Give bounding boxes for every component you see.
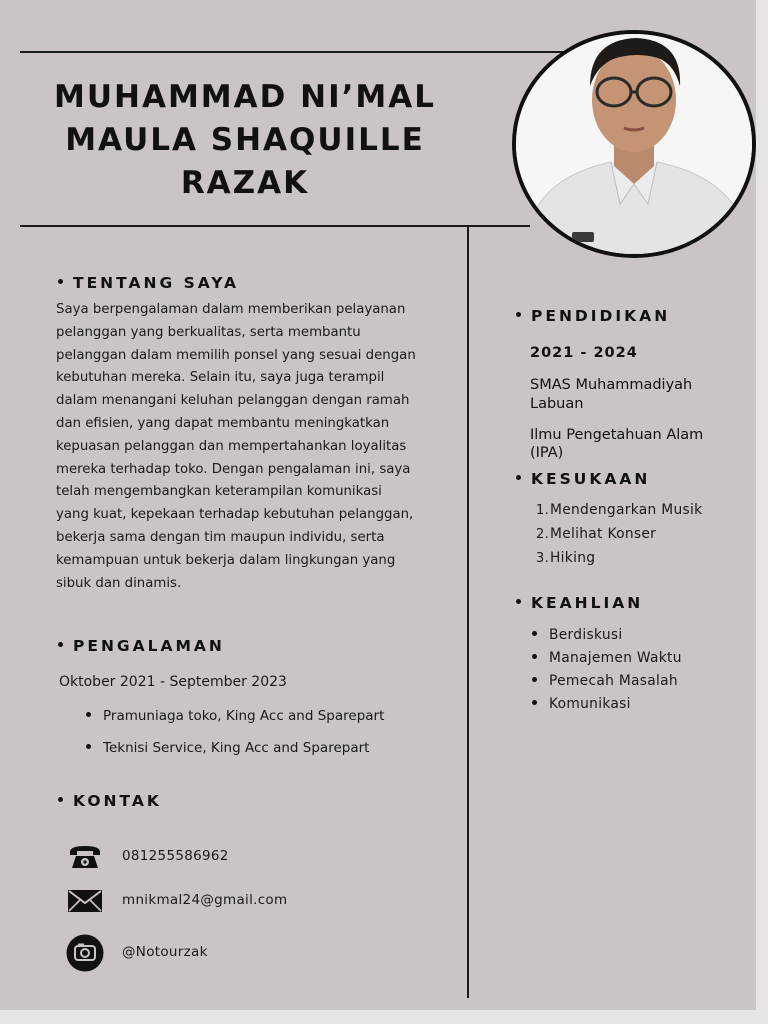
header-bottom-rule xyxy=(20,225,530,227)
section-bullet-icon xyxy=(516,312,521,317)
contact-phone-row xyxy=(66,838,366,878)
about-line: pelanggan yang berkualitas, serta membantu xyxy=(56,324,361,340)
about-line: Saya berpengalaman dalam memberikan pelayanan xyxy=(56,302,406,317)
experience-item-text: Pramuniaga toko, King Acc and Sparepart xyxy=(103,708,385,724)
about-title-text: TENTANG SAYA xyxy=(73,274,240,292)
about-line: sibuk dan dinamis. xyxy=(56,575,182,591)
bullet-icon xyxy=(532,677,537,682)
about-title xyxy=(58,274,239,292)
name-line-1: MUHAMMAD NI’MAL xyxy=(53,79,437,115)
about-line: kepuasan pelanggan dan mempertahankan loyalitas xyxy=(56,438,407,454)
name-line-2: MAULA SHAQUILLE xyxy=(65,122,425,158)
experience-title-text: PENGALAMAN xyxy=(73,637,225,655)
skill-item xyxy=(532,650,682,666)
instagram-handle[interactable]: @Notourzak xyxy=(122,944,208,960)
contact-title xyxy=(58,792,162,810)
experience-period: Oktober 2021 - September 2023 xyxy=(59,674,287,690)
hobby-item xyxy=(536,526,656,542)
about-line: pelanggan dalam memilih ponsel yang sesuai dengan xyxy=(56,347,416,363)
bullet-icon xyxy=(532,631,537,636)
skill-text: Komunikasi xyxy=(549,696,631,712)
major-line: (IPA) xyxy=(530,445,564,461)
name-line-3: RAZAK xyxy=(180,165,310,201)
about-line: bekerja sama dengan tim maupun individu, serta xyxy=(56,529,385,545)
bullet-icon xyxy=(86,744,91,749)
about-paragraph xyxy=(56,299,456,595)
candidate-name xyxy=(30,76,460,205)
about-line: yang kuat, kepekaan terhadap kebutuhan pelanggan, xyxy=(56,507,414,523)
skill-text: Pemecah Masalah xyxy=(549,673,678,689)
school-name-line: SMAS Muhammadiyah xyxy=(530,377,693,393)
hobby-text: Hiking xyxy=(550,550,596,566)
hobby-text: Melihat Konser xyxy=(550,526,657,542)
mail-icon xyxy=(66,882,104,920)
hobby-text: Mendengarkan Musik xyxy=(550,502,703,518)
skill-text: Berdiskusi xyxy=(549,627,623,643)
skills-title xyxy=(516,594,643,612)
hobby-item xyxy=(536,502,702,518)
about-line: dan efisien, yang dapat membantu meningkatkan xyxy=(56,415,390,431)
column-divider xyxy=(467,226,469,998)
experience-item xyxy=(86,740,369,756)
list-number: 3. xyxy=(536,551,550,566)
experience-item-text: Teknisi Service, King Acc and Sparepart xyxy=(103,740,370,756)
section-bullet-icon xyxy=(58,279,63,284)
section-bullet-icon xyxy=(516,475,521,480)
about-line: kemampuan untuk bekerja dalam lingkungan yang xyxy=(56,552,396,568)
skill-item xyxy=(532,696,631,712)
bullet-icon xyxy=(532,700,537,705)
about-line: dalam menangani keluhan pelanggan dengan ramah xyxy=(56,393,410,409)
skills-title-text: KEAHLIAN xyxy=(531,594,644,612)
phone-icon xyxy=(66,838,104,876)
email-address[interactable]: mnikmal24@gmail.com xyxy=(122,892,288,908)
education-title xyxy=(516,307,670,325)
section-bullet-icon xyxy=(516,599,521,604)
about-line: kebutuhan mereka. Selain itu, saya juga terampil xyxy=(56,370,385,386)
about-line: mereka terhadap toko. Dengan pengalaman ini, saya xyxy=(56,461,411,477)
about-line: telah mengembangkan keterampilan komunikasi xyxy=(56,484,382,500)
experience-item xyxy=(86,708,384,724)
education-title-text: PENDIDIKAN xyxy=(531,307,671,325)
list-number: 2. xyxy=(536,527,550,542)
contact-instagram-row xyxy=(66,934,366,974)
skill-item xyxy=(532,673,678,689)
section-bullet-icon xyxy=(58,797,63,802)
contact-email-row xyxy=(66,882,366,922)
hobbies-title xyxy=(516,470,650,488)
header-top-rule xyxy=(20,51,580,53)
bullet-icon xyxy=(86,712,91,717)
bullet-icon xyxy=(532,654,537,659)
skill-item xyxy=(532,627,623,643)
section-bullet-icon xyxy=(58,642,63,647)
camera-icon xyxy=(66,934,104,972)
hobbies-title-text: KESUKAAN xyxy=(531,470,651,488)
list-number: 1. xyxy=(536,503,550,518)
hobby-item xyxy=(536,550,595,566)
education-years: 2021 - 2024 xyxy=(530,345,638,361)
profile-photo xyxy=(512,30,756,258)
contact-title-text: KONTAK xyxy=(73,792,162,810)
portrait-illustration xyxy=(516,34,752,254)
experience-title xyxy=(58,637,225,655)
phone-number[interactable]: 081255586962 xyxy=(122,848,229,864)
skill-text: Manajemen Waktu xyxy=(549,650,682,666)
major-line: Ilmu Pengetahuan Alam xyxy=(530,427,704,443)
school-name-line: Labuan xyxy=(530,396,584,412)
